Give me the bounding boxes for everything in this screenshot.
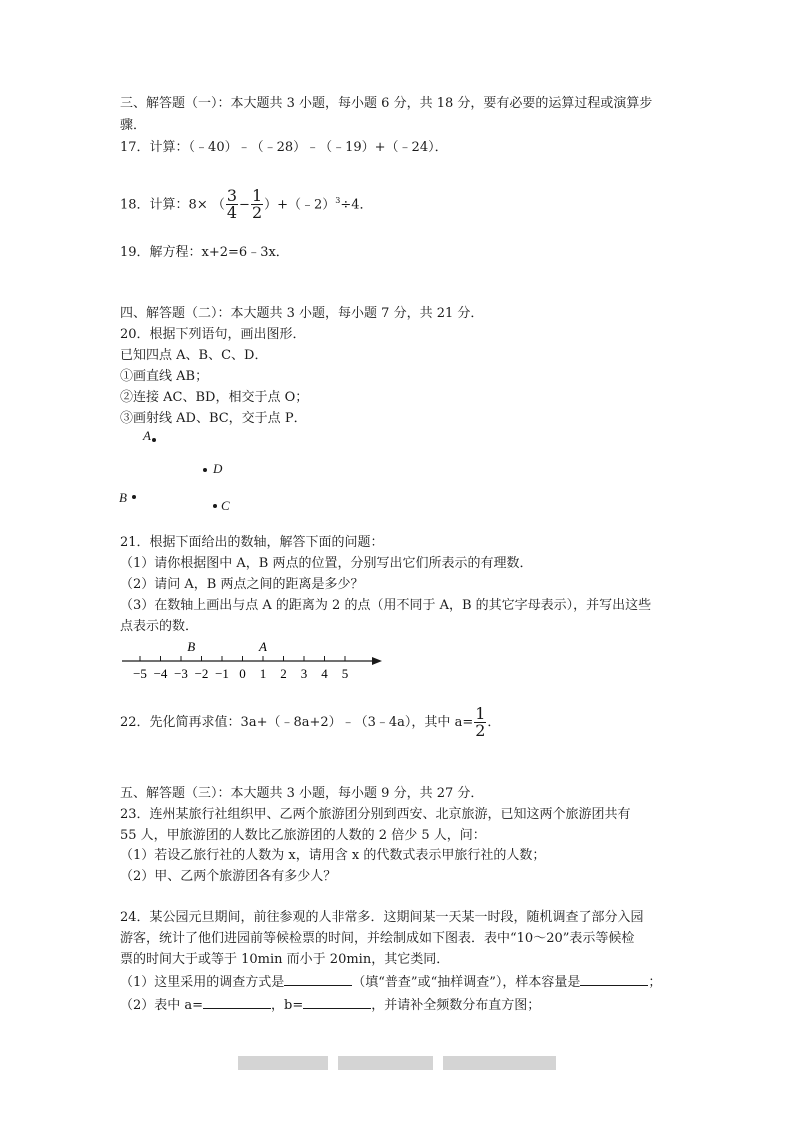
question-24-part2 [120,996,540,1014]
question-21-title: 21．根据下面给出的数轴，解答下面的问题： [120,535,384,550]
question-21-part3-line2: 点表示的数． [120,619,199,634]
q24-survey-method-blank[interactable] [284,973,352,986]
number-line-tick-label: 2 [280,666,287,681]
question-24-line1: 24．某公园元旦期间，前往参观的人非常多．这期间某一天某一时段，随机调查了部分入园 [120,910,644,925]
question-23-part1: （1）若设乙旅行社的人数为 x，请用含 x 的代数式表示甲旅行社的人数； [120,848,546,863]
section3-heading-line1: 三、解答题（一）：本大题共 3 小题，每小题 6 分，共 18 分，要有必要的运算过程或演算步 [120,96,653,111]
question-19: 19．解方程：x+2=6﹣3x． [120,245,289,260]
number-line-point-b-label: B [187,639,196,654]
question-21-part2: （2）请问 A，B 两点之间的距离是多少？ [120,577,364,592]
question-20-title: 20．根据下列语句，画出图形． [120,327,306,342]
question-20-given: 已知四点 A、B、C、D． [120,348,268,363]
q18-frac2-den: 2 [251,203,263,223]
q24-a-blank[interactable] [203,996,271,1009]
number-line-tick-label: 4 [321,666,328,681]
question-20-step3: ③画射线 AD、BC，交于点 P． [120,411,307,426]
q18-suffix: ÷4． [340,197,373,213]
point-c-label: C [221,498,230,513]
q18-fraction-2 [251,188,263,221]
question-17: 17．计算：（﹣40）﹣（﹣28）﹣（﹣19）+（﹣24）． [120,140,448,155]
point-b-label: B [119,490,127,505]
point-c-dot [213,504,217,508]
q24-part1-text-b: （填“普查”或“抽样调查”），样本容量是 [352,975,581,990]
question-18 [120,184,373,222]
question-21-part3-line1: （3）在数轴上画出与点 A 的距离为 2 的点（用不同于 A，B 的其它字母表示），并写出这些 [120,598,652,613]
q24-b-blank[interactable] [303,996,371,1009]
question-20-step1: ①画直线 AB； [120,369,209,384]
q18-frac1-num: 3 [226,186,238,206]
q22-frac-den: 2 [475,721,486,740]
question-24-part1 [120,973,661,991]
number-line-tick-label: 0 [239,666,246,681]
number-line-tick-label: 5 [341,666,349,681]
q18-fraction-1 [226,188,238,221]
point-d-label: D [213,461,223,476]
watermark-block [443,1056,556,1070]
number-line-arrow [372,657,382,665]
section4-heading: 四、解答题（二）：本大题共 3 小题，每小题 7 分，共 21 分． [120,306,484,321]
number-line-tick-label: 3 [300,666,308,681]
q18-exponent: 3 [335,196,341,205]
question-24-line2: 游客，统计了他们进园前等候检票的时间，并绘制成如下图表．表中“10～20”表示等候检 [120,931,635,946]
q22-prefix: 22．先化简再求值：3a+（﹣8a+2）﹣（3﹣4a），其中 a= [120,715,474,730]
point-d-dot [203,468,207,472]
q24-part1-text-a: （1）这里采用的调查方式是 [120,975,285,990]
question-24-line3: 票的时间大于或等于 10min 而小于 20min，其它类同． [120,952,450,967]
number-line-tick-label: 1 [259,666,267,681]
q22-suffix: ． [487,715,501,730]
blurred-watermark [238,1056,556,1070]
question-23-line1: 23．连州某旅行社组织甲、乙两个旅游团分别到西安、北京旅游，已知这两个旅游团共有 [120,807,631,822]
question-21-part1: （1）请你根据图中 A，B 两点的位置，分别写出它们所表示的有理数． [120,556,533,571]
q18-minus: − [239,197,250,213]
q22-frac-num: 1 [475,704,486,723]
point-b-dot [132,495,136,499]
q24-part2-text-b: ，b= [271,998,304,1013]
q24-part2-text-c: ，并请补全频数分布直方图； [371,998,541,1013]
section3-heading-line2: 骤． [120,118,147,133]
number-line-tick-label: −3 [174,666,188,681]
q24-sample-size-blank[interactable] [580,973,648,986]
question-23-part2: （2）甲、乙两个旅游团各有多少人？ [120,869,337,884]
question-20-step2: ②连接 AC、BD，相交于点 O； [120,390,309,405]
number-line [120,636,390,686]
watermark-block [338,1056,433,1070]
point-a-label: A [143,428,151,443]
number-line-point-a-label: A [259,639,267,654]
q18-frac2-num: 1 [251,186,263,206]
section5-heading: 五、解答题（三）：本大题共 3 小题，每小题 9 分，共 27 分． [120,786,484,801]
q18-mid: ）+（﹣2） [264,197,336,213]
q22-fraction [474,706,486,739]
question-22 [120,706,500,740]
question-23-line2: 55 人，甲旅游团的人数比乙旅游团的人数的 2 倍少 5 人，问： [120,828,486,843]
q24-part1-text-c: ； [648,975,662,990]
number-line-tick-label: −1 [215,666,229,681]
number-line-tick-label: −5 [133,666,147,681]
watermark-block [238,1056,328,1070]
number-line-tick-label: −4 [153,666,168,681]
q24-part2-text-a: （2）表中 a= [120,998,204,1013]
q18-prefix: 18．计算：8× （ [120,197,225,213]
q18-frac1-den: 4 [226,203,238,223]
number-line-tick-label: −2 [194,666,209,681]
point-a-dot [152,438,156,442]
